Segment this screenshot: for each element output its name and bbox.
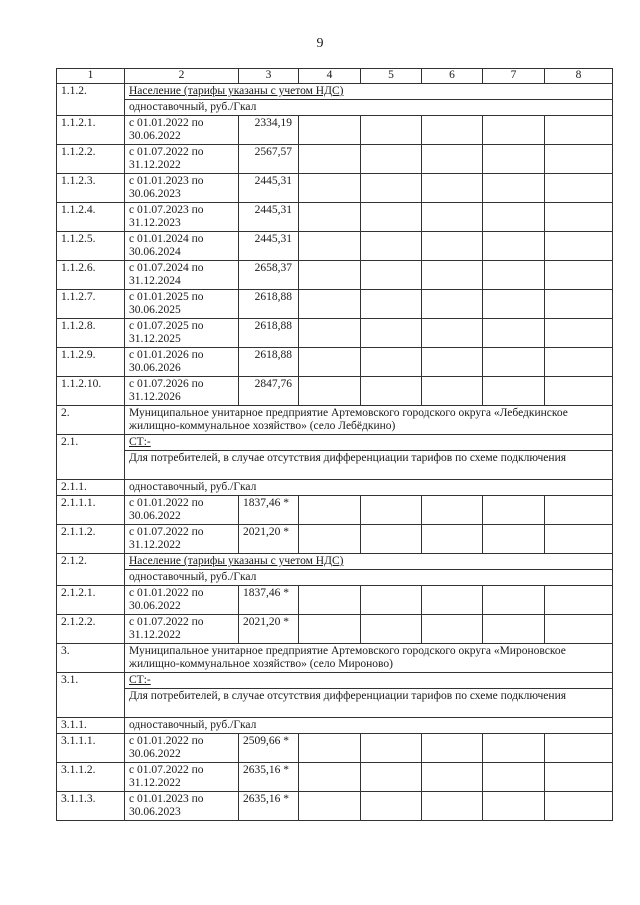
period-cell: с 01.01.2025 по 30.06.2025 [125,290,239,319]
empty-cell [361,290,422,319]
row-number: 1.1.2.2. [57,145,125,174]
row-number: 3.1.1.3. [57,792,125,821]
header-cell: 7 [483,69,545,84]
tariff-value: 2445,31 [239,232,299,261]
empty-cell [299,792,361,821]
section-label [125,554,613,570]
table-row [57,377,613,406]
section-label-text: Население (тарифы указаны с учетом НДС) [129,555,344,567]
empty-cell [361,377,422,406]
table-row [57,319,613,348]
empty-cell [422,319,483,348]
table-row [57,145,613,174]
section-row [57,480,613,496]
empty-cell [545,615,613,644]
empty-cell [483,348,545,377]
tariff-value: 1837,46 * [239,496,299,525]
period-cell: с 01.01.2022 по 30.06.2022 [125,496,239,525]
st-row [57,451,613,480]
empty-cell [299,496,361,525]
empty-cell [483,734,545,763]
section-sublabel: одноставочный, руб./Гкал [125,100,613,116]
row-number: 3.1.1.1. [57,734,125,763]
empty-cell [299,319,361,348]
empty-cell [361,586,422,615]
empty-cell [422,615,483,644]
row-number: 2.1.1.2. [57,525,125,554]
st-label-text: СТ:- [129,674,151,686]
header-cell: 3 [239,69,299,84]
tariff-value: 2021,20 * [239,615,299,644]
empty-cell [299,377,361,406]
period-cell: с 01.07.2025 по 31.12.2025 [125,319,239,348]
org-row [57,406,613,435]
table-row [57,348,613,377]
header-cell: 4 [299,69,361,84]
section-row [57,718,613,734]
header-cell: 8 [545,69,613,84]
empty-cell [299,734,361,763]
period-cell: с 01.01.2023 по 30.06.2023 [125,174,239,203]
empty-cell [483,377,545,406]
section-row [57,570,613,586]
table-row [57,525,613,554]
table-row [57,615,613,644]
empty-cell [545,792,613,821]
empty-cell [361,319,422,348]
empty-cell [361,734,422,763]
section-row [57,554,613,570]
header-row [57,69,613,84]
empty-cell [299,174,361,203]
empty-cell [545,174,613,203]
empty-cell [483,496,545,525]
empty-cell [545,232,613,261]
st-row [57,689,613,718]
row-number: 1.1.2.6. [57,261,125,290]
empty-cell [299,203,361,232]
empty-cell [483,615,545,644]
tariff-value: 2618,88 [239,290,299,319]
empty-cell [483,763,545,792]
empty-cell [422,734,483,763]
empty-cell [299,525,361,554]
row-number: 1.1.2.9. [57,348,125,377]
row-number: 1.1.2.10. [57,377,125,406]
row-number: 3.1.1. [57,718,125,734]
empty-cell [483,792,545,821]
empty-cell [483,174,545,203]
empty-cell [361,496,422,525]
tariff-table [56,68,613,821]
tariff-value: 2635,16 * [239,792,299,821]
tariff-value: 2658,37 [239,261,299,290]
table-row [57,203,613,232]
empty-cell [361,232,422,261]
period-cell: с 01.07.2022 по 31.12.2022 [125,763,239,792]
empty-cell [483,145,545,174]
empty-cell [545,734,613,763]
empty-cell [299,763,361,792]
row-number: 2.1.1.1. [57,496,125,525]
empty-cell [361,348,422,377]
tariff-value: 2618,88 [239,319,299,348]
period-cell: с 01.01.2022 по 30.06.2022 [125,586,239,615]
empty-cell [299,348,361,377]
row-number: 1.1.2.7. [57,290,125,319]
empty-cell [422,763,483,792]
row-number: 1.1.2.1. [57,116,125,145]
empty-cell [483,586,545,615]
header-cell: 6 [422,69,483,84]
tariff-value: 1837,46 * [239,586,299,615]
tariff-value: 2445,31 [239,203,299,232]
st-row [57,435,613,451]
empty-cell [483,290,545,319]
empty-cell [545,586,613,615]
section-label: одноставочный, руб./Гкал [125,480,613,496]
st-row [57,673,613,689]
tariff-value: 2334,19 [239,116,299,145]
empty-cell [422,232,483,261]
section-label: одноставочный, руб./Гкал [125,718,613,734]
empty-cell [483,261,545,290]
table-row [57,586,613,615]
table-row [57,232,613,261]
organization-name: Муниципальное унитарное предприятие Артемовского городского округа «Мироновское жилищно-коммунальное хозяйство» (село Мироново) [125,644,613,673]
tariff-value: 2847,76 [239,377,299,406]
organization-name: Муниципальное унитарное предприятие Артемовского городского округа «Лебедкинское жилищно-коммунальное хозяйство» (село Лебёдкино) [125,406,613,435]
empty-cell [483,525,545,554]
consumer-note: Для потребителей, в случае отсутствия дифференциации тарифов по схеме подключения [125,689,613,718]
empty-cell [483,232,545,261]
period-cell: с 01.07.2026 по 31.12.2026 [125,377,239,406]
empty-cell [545,525,613,554]
row-number: 1.1.2.8. [57,319,125,348]
empty-cell [299,615,361,644]
tariff-value: 2635,16 * [239,763,299,792]
empty-cell [545,261,613,290]
row-number: 1.1.2.3. [57,174,125,203]
header-cell: 1 [57,69,125,84]
row-number: 2.1.1. [57,480,125,496]
empty-cell [299,290,361,319]
row-number: 2. [57,406,125,435]
period-cell: с 01.01.2022 по 30.06.2022 [125,116,239,145]
empty-cell [299,261,361,290]
tariff-value: 2509,66 * [239,734,299,763]
empty-cell [545,348,613,377]
tariff-value: 2567,57 [239,145,299,174]
empty-cell [361,615,422,644]
row-number: 3. [57,644,125,673]
table-row [57,174,613,203]
row-number: 2.1.2.1. [57,586,125,615]
empty-cell [483,203,545,232]
table-row [57,261,613,290]
table-row [57,496,613,525]
empty-cell [545,116,613,145]
row-number: 2.1.2.2. [57,615,125,644]
period-cell: с 01.01.2022 по 30.06.2022 [125,734,239,763]
table-row [57,763,613,792]
empty-cell [545,145,613,174]
section-label-text: Население (тарифы указаны с учетом НДС) [129,85,344,97]
empty-cell [361,792,422,821]
empty-cell [361,145,422,174]
empty-cell [299,586,361,615]
section-sublabel: одноставочный, руб./Гкал [125,570,613,586]
header-cell: 5 [361,69,422,84]
period-cell: с 01.07.2022 по 31.12.2022 [125,525,239,554]
empty-cell [422,261,483,290]
empty-cell [361,261,422,290]
row-number: 2.1. [57,435,125,480]
header-cell: 2 [125,69,239,84]
section-row [57,84,613,100]
empty-cell [422,290,483,319]
table-row [57,734,613,763]
empty-cell [545,319,613,348]
empty-cell [422,203,483,232]
period-cell: с 01.01.2026 по 30.06.2026 [125,348,239,377]
empty-cell [422,525,483,554]
empty-cell [361,763,422,792]
row-number: 3.1.1.2. [57,763,125,792]
page-number: 9 [316,36,324,51]
empty-cell [299,116,361,145]
period-cell: с 01.01.2023 по 30.06.2023 [125,792,239,821]
empty-cell [422,377,483,406]
tariff-value: 2618,88 [239,348,299,377]
empty-cell [545,377,613,406]
tariff-value: 2445,31 [239,174,299,203]
empty-cell [483,319,545,348]
consumer-note: Для потребителей, в случае отсутствия дифференциации тарифов по схеме подключения [125,451,613,480]
row-number: 1.1.2.4. [57,203,125,232]
row-number: 1.1.2. [57,84,125,116]
period-cell: с 01.07.2024 по 31.12.2024 [125,261,239,290]
org-row [57,644,613,673]
section-row [57,100,613,116]
empty-cell [545,496,613,525]
empty-cell [299,145,361,174]
empty-cell [361,203,422,232]
st-label [125,673,613,689]
empty-cell [422,496,483,525]
empty-cell [422,116,483,145]
period-cell: с 01.07.2023 по 31.12.2023 [125,203,239,232]
empty-cell [422,348,483,377]
empty-cell [422,792,483,821]
row-number: 3.1. [57,673,125,718]
table-row [57,116,613,145]
empty-cell [422,145,483,174]
empty-cell [422,174,483,203]
row-number: 2.1.2. [57,554,125,586]
empty-cell [361,116,422,145]
period-cell: с 01.07.2022 по 31.12.2022 [125,145,239,174]
period-cell: с 01.07.2022 по 31.12.2022 [125,615,239,644]
empty-cell [545,203,613,232]
section-label [125,84,613,100]
empty-cell [422,586,483,615]
empty-cell [545,290,613,319]
tariff-value: 2021,20 * [239,525,299,554]
row-number: 1.1.2.5. [57,232,125,261]
empty-cell [361,525,422,554]
empty-cell [545,763,613,792]
st-label-text: СТ:- [129,436,151,448]
empty-cell [299,232,361,261]
st-label [125,435,613,451]
period-cell: с 01.01.2024 по 30.06.2024 [125,232,239,261]
table-row [57,792,613,821]
table-row [57,290,613,319]
empty-cell [361,174,422,203]
empty-cell [483,116,545,145]
